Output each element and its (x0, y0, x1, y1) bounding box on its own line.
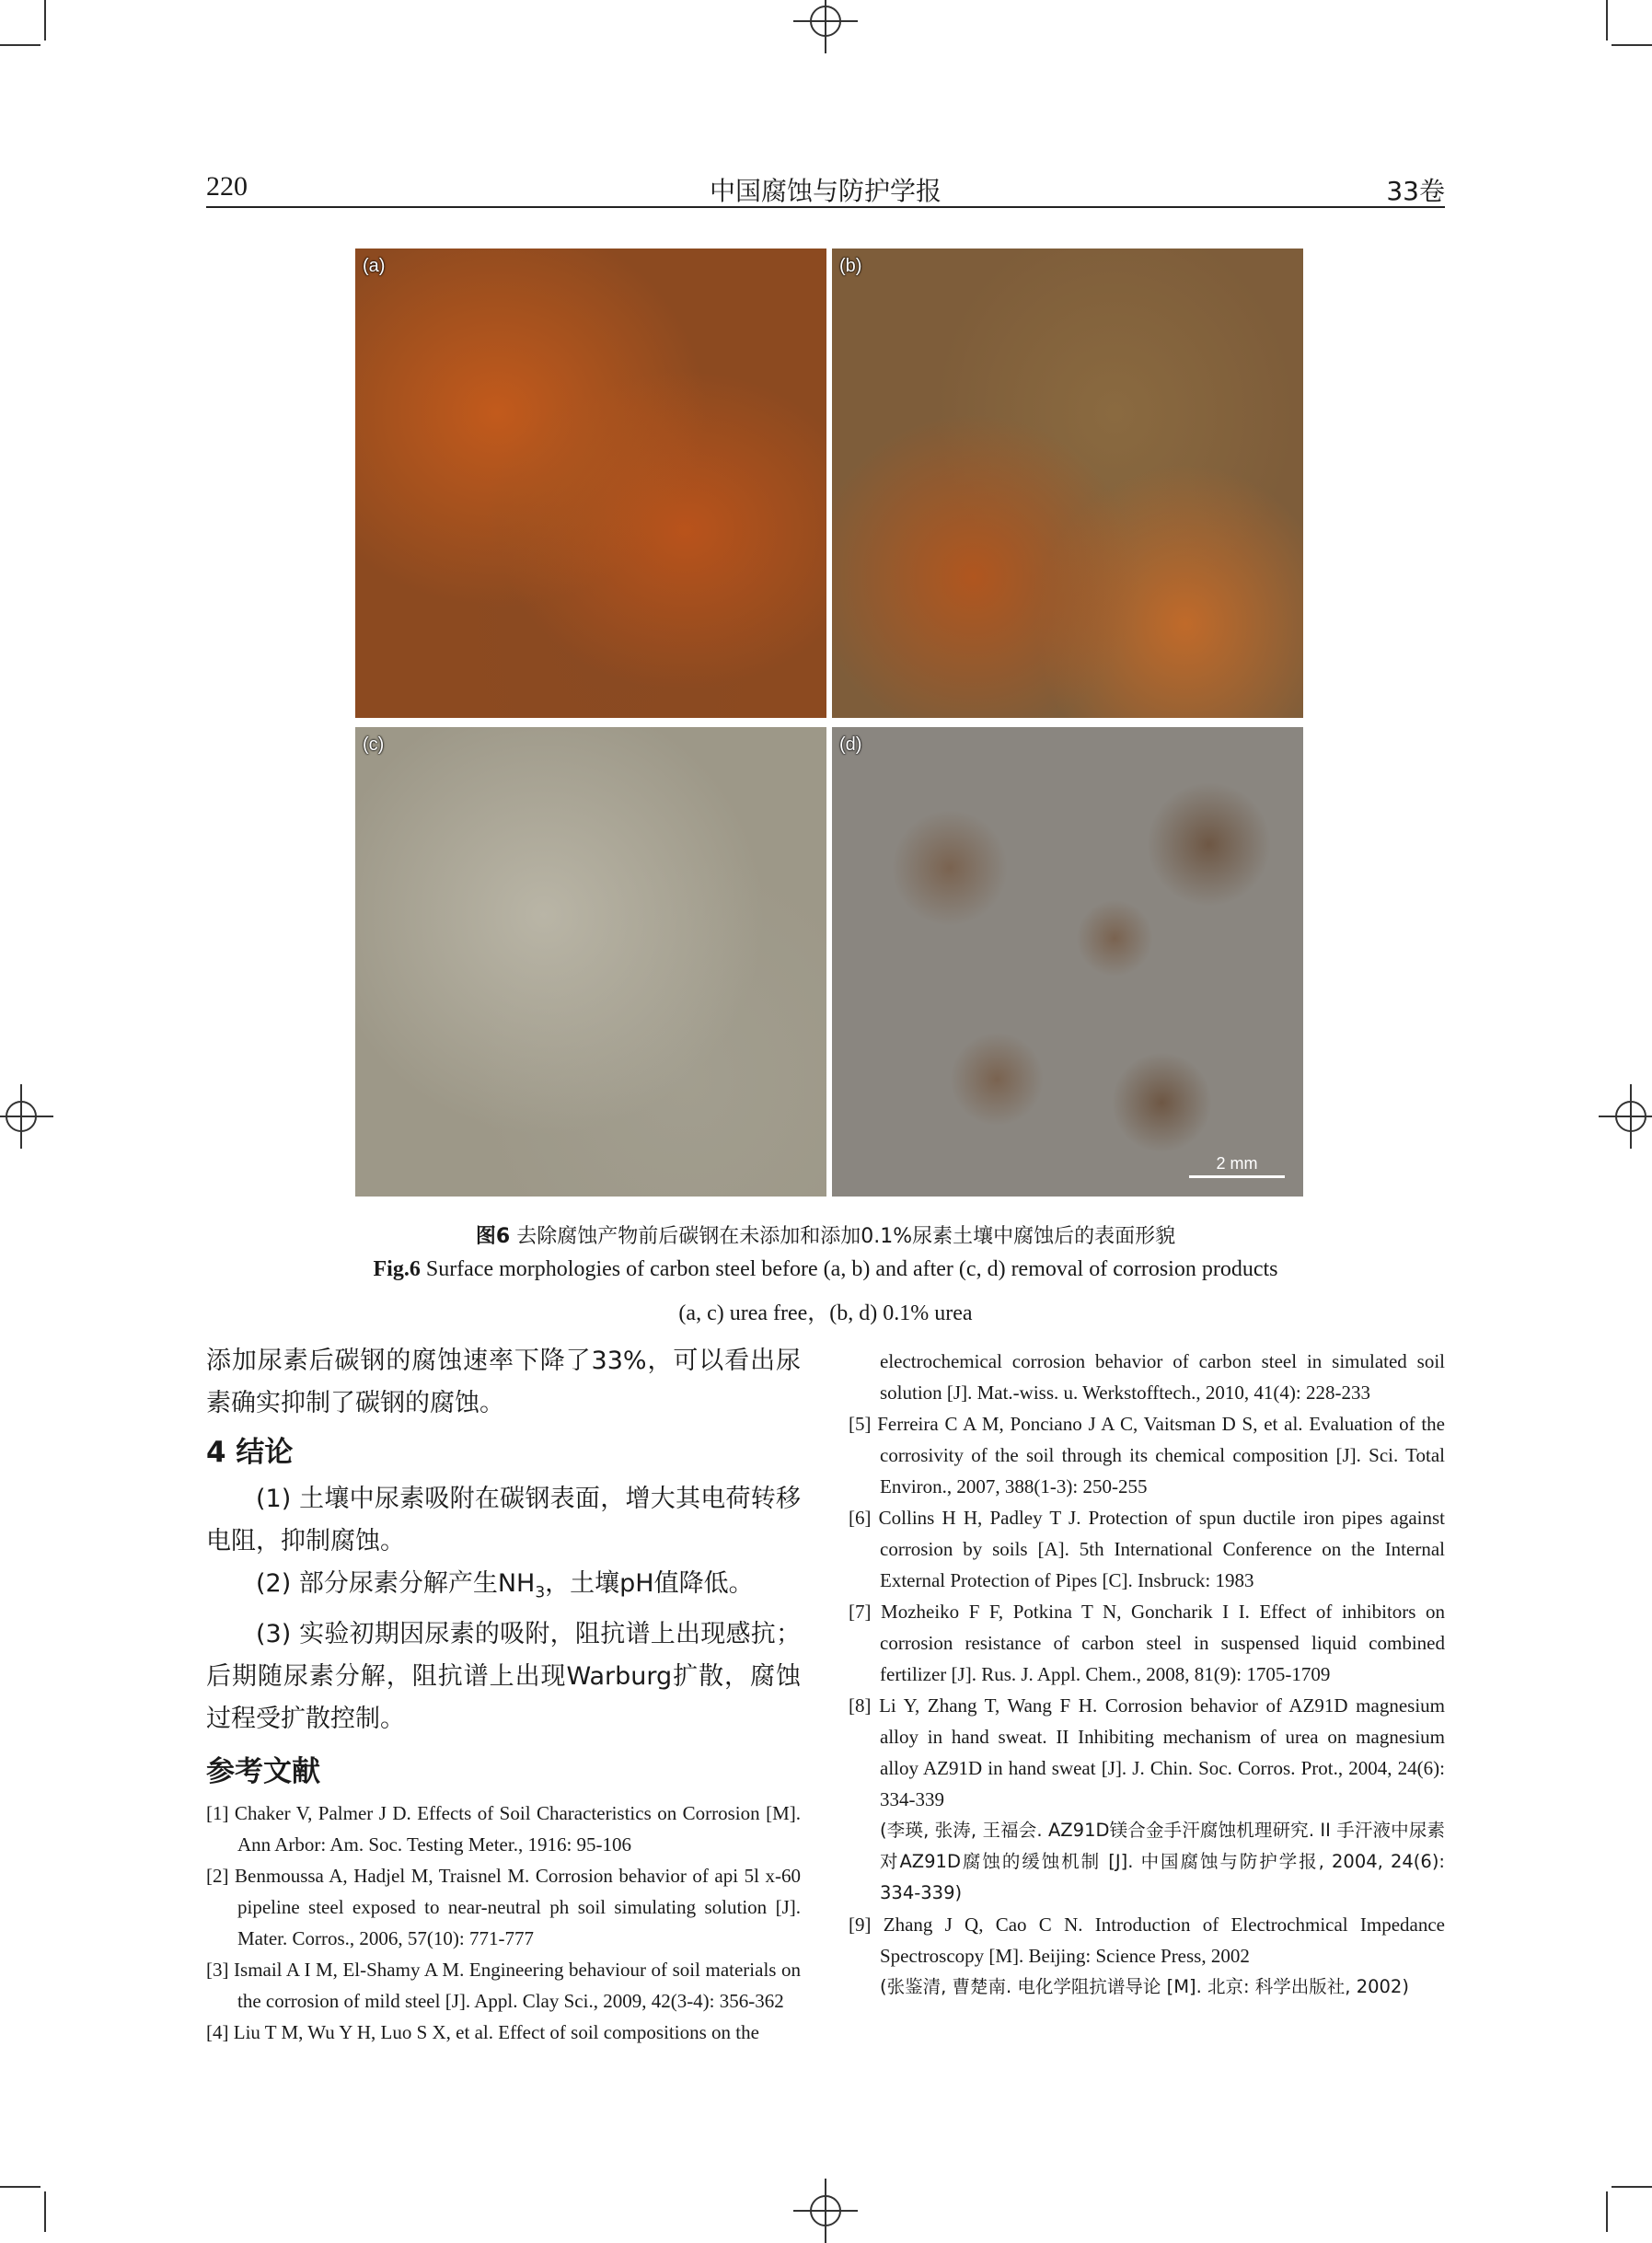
reference-item: [8] Li Y, Zhang T, Wang F H. Corrosion behavior of AZ91D magnesium alloy in hand sweat. II Inhibiting mechanism of urea on magnesium alloy AZ91D in hand sweat [J]. J. Chin. Soc. Corros. Prot., 2004, 24(6): 334-339 (849, 1694, 1445, 1810)
reference-list-right (849, 1346, 1445, 2003)
crop-mark (44, 0, 46, 40)
reference-item: [1] Chaker V, Palmer J D. Effects of Soil Characteristics on Corrosion [M]. Ann Arbor: Am. Soc. Testing Meter., 1916: 95-106 (206, 1802, 801, 1856)
figure-caption-en (206, 1257, 1445, 1282)
registration-mark-bottom (804, 2190, 847, 2232)
running-header (206, 166, 1445, 208)
reference-item: [5] Ferreira C A M, Ponciano J A C, Vaitsman D S, et al. Evaluation of the corrosivity of the soil through its chemical composition [J]. Sci. Total Environ., 2007, 388(1-3): 250-255 (849, 1413, 1445, 1497)
registration-mark-top (804, 0, 847, 42)
caption-zh-text: 去除腐蚀产物前后碳钢在未添加和添加0.1%尿素土壤中腐蚀后的表面形貌 (516, 1225, 1176, 1248)
figure-panel-c (355, 727, 826, 1197)
crop-mark (1612, 44, 1652, 46)
caption-zh-label: 图6 (475, 1225, 511, 1248)
scale-bar-line (1189, 1175, 1285, 1178)
figure-panel-d (832, 727, 1303, 1197)
registration-mark-right (1610, 1095, 1652, 1138)
conclusion-2-subscript: 3 (535, 1583, 546, 1602)
figure-panel-b (832, 249, 1303, 718)
scale-bar-label: 2 mm (1216, 1154, 1258, 1173)
figure-panel-a (355, 249, 826, 718)
figure-caption-sub: (a, c) urea free，(b, d) 0.1% urea (678, 1301, 973, 1325)
conclusion-2-post: ，土壤pH值降低。 (545, 1569, 754, 1598)
reference-item-translation: (张鉴清, 曹楚南. 电化学阻抗谱导论 [M]. 北京: 科学出版社, 2002) (880, 1976, 1409, 1997)
intro-paragraph: 添加尿素后碳钢的腐蚀速率下降了33%，可以看出尿素确实抑制了碳钢的腐蚀。 (206, 1347, 801, 1417)
crop-mark (44, 2191, 46, 2232)
scale-bar (1189, 1154, 1285, 1178)
conclusion-item-2 (206, 1563, 801, 1613)
reference-item: [3] Ismail A I M, El-Shamy A M. Engineering behaviour of soil materials on the corrosion of mild steel [J]. Appl. Clay Sci., 2009, 42(3-4): 356-362 (206, 1959, 801, 2013)
panel-label: (b) (839, 256, 862, 276)
caption-en-label: Fig.6 (373, 1257, 421, 1281)
reference-item: [4] Liu T M, Wu Y H, Luo S X, et al. Effect of soil compositions on the (206, 2021, 759, 2044)
reference-item-translation: (李瑛, 张涛, 王福会. AZ91D镁合金手汗腐蚀机理研究. II 手汗液中尿素对AZ91D腐蚀的缓蚀机制 [J]. 中国腐蚀与防护学报, 2004, 24(6): 334-339) (880, 1820, 1445, 1903)
left-column (206, 1340, 801, 2048)
caption-en-text: Surface morphologies of carbon steel before (a, b) and after (c, d) removal of corrosion products (425, 1257, 1278, 1281)
volume-label: 33卷 (1386, 176, 1445, 206)
panel-label: (d) (839, 734, 862, 755)
reference-item: [9] Zhang J Q, Cao C N. Introduction of Electrochmical Impedance Spectroscopy [M]. Beijing: Science Press, 2002 (849, 1913, 1445, 1967)
panel-label: (a) (363, 256, 386, 276)
section-heading-references: 参考文献 (206, 1755, 320, 1789)
journal-title: 中国腐蚀与防护学报 (709, 176, 942, 206)
crop-mark (0, 2186, 40, 2188)
conclusion-item-1: (1) 土壤中尿素吸附在碳钢表面，增大其电荷转移电阻，抑制腐蚀。 (206, 1485, 801, 1555)
panel-label: (c) (363, 734, 385, 755)
page-number: 220 (206, 171, 248, 202)
crop-mark (1612, 2186, 1652, 2188)
reference-item: [7] Mozheiko F F, Potkina T N, Goncharik I I. Effect of inhibitors on corrosion resistance of carbon steel in suspensed liquid combined fertilizer [J]. Rus. J. Appl. Chem., 2008, 81(9): 1705-1709 (849, 1601, 1445, 1685)
crop-mark (0, 44, 40, 46)
reference-item-continued: electrochemical corrosion behavior of carbon steel in simulated soil solution [J]. Mat.-wiss. u. Werkstofftech., 2010, 41(4): 228-233 (880, 1350, 1445, 1404)
section-heading-conclusion: 4 结论 (206, 1436, 294, 1469)
crop-mark (1606, 0, 1608, 40)
reference-item: [2] Benmoussa A, Hadjel M, Traisnel M. Corrosion behavior of api 5l x-60 pipeline steel exposed to near-neutral ph soil simulating solution [J]. Mater. Corros., 2006, 57(10): 771-777 (206, 1865, 801, 1950)
reference-item: [6] Collins H H, Padley T J. Protection of spun ductile iron pipes against corrosion by soils [A]. 5th International Conference on the Internal External Protection of Pipes [C]. Insbruck: 1983 (849, 1507, 1445, 1591)
reference-list-left (206, 1798, 801, 2048)
registration-mark-left (0, 1095, 42, 1138)
figure-caption-zh (206, 1220, 1445, 1249)
right-column (849, 1346, 1445, 2003)
conclusion-item-3: (3) 实验初期因尿素的吸附，阻抗谱上出现感抗；后期随尿素分解，阻抗谱上出现Warburg扩散，腐蚀过程受扩散控制。 (206, 1620, 801, 1734)
figure-6 (355, 249, 1298, 1197)
conclusion-2-pre: (2) 部分尿素分解产生NH (256, 1569, 536, 1598)
crop-mark (1606, 2191, 1608, 2232)
